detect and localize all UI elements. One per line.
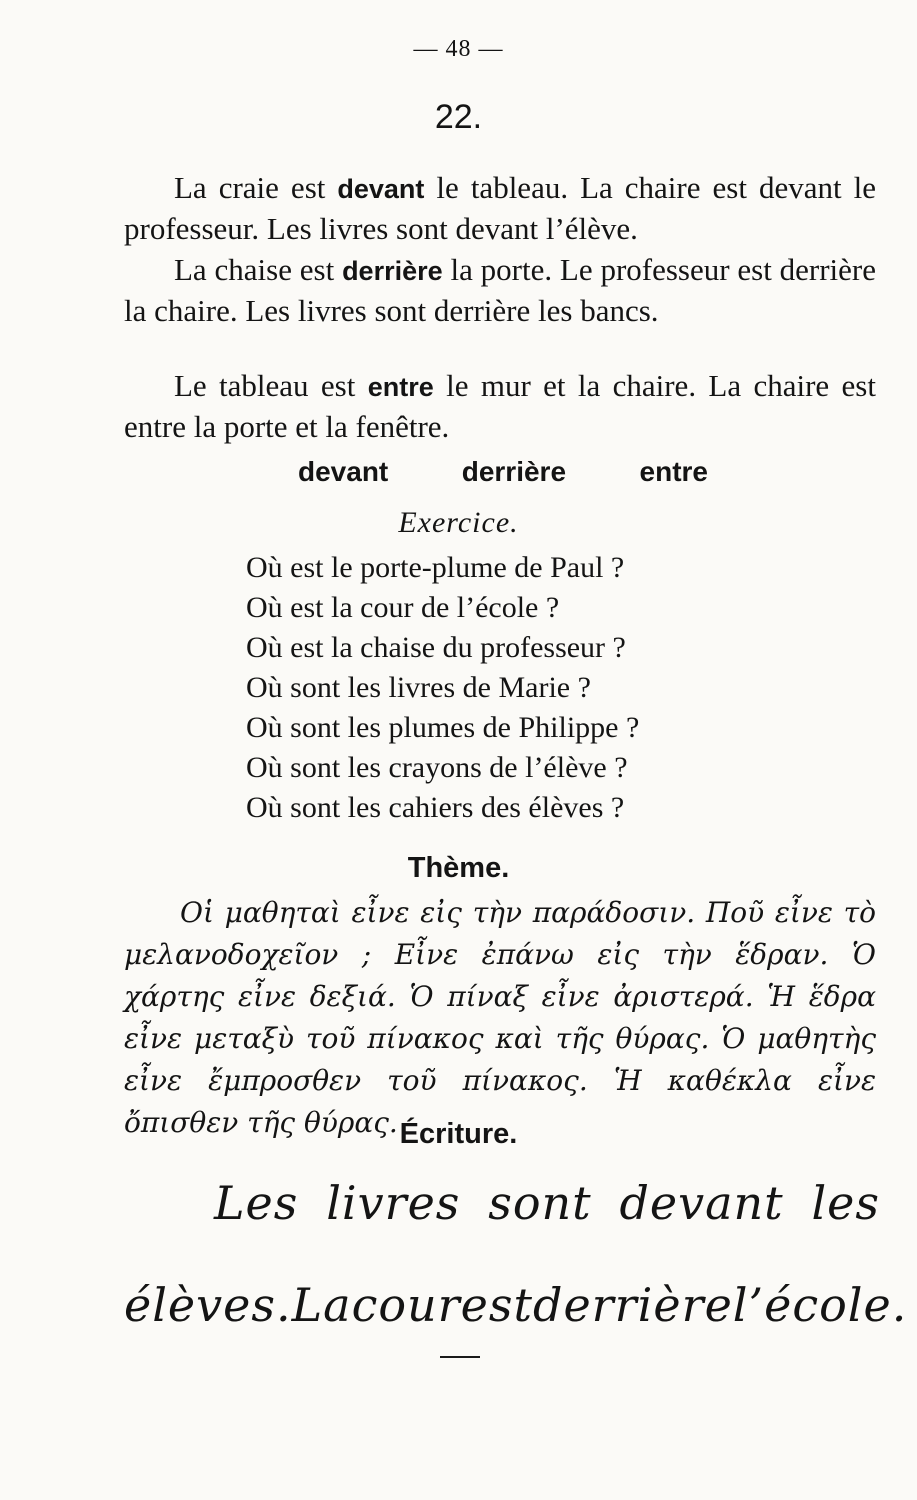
vocabulary-list <box>298 456 708 488</box>
question-item: Où sont les crayons de l’élève ? <box>246 751 628 784</box>
closing-rule <box>440 1356 480 1358</box>
question-item: Où est la chaise du professeur ? <box>246 631 626 664</box>
vocab-word: devant <box>298 456 389 487</box>
exercise-title: Exercice. <box>398 506 519 539</box>
script-word: devant <box>619 1176 784 1230</box>
lesson-number: 22. <box>434 98 483 136</box>
exercise-questions <box>246 548 639 828</box>
theme-greek-text: Οἱ μαθηταὶ εἶνε εἰς τὴν παράδοσιν. Ποῦ εἶνε τὸ μελανοδοχεῖον ; Εἶνε ἐπάνω εἰς τὴν ἕδραν. Ὁ χάρτης εἶνε δεξιά. Ὁ πίναξ εἶνε ἀριστερά. Ἡ ἕδρα εἶνε μεταξὺ τοῦ πίνακος καὶ τῆς θύρας. Ὁ μαθητὴς εἶνε ἔμπροσθεν τοῦ πίνακος. Ἡ καθέκλα εἶνε ὄπισθεν τῆς θύρας. <box>124 896 876 1139</box>
paragraph-derriere: La chaise est derrière la porte. Le professeur est derrière la chaire. Les livres sont derrière les bancs. <box>124 252 876 328</box>
question-item: Où sont les plumes de Philippe ? <box>246 711 640 744</box>
theme-title: Thème. <box>407 852 510 884</box>
script-word: est <box>460 1278 533 1332</box>
question-item: Où est la cour de l’école ? <box>246 591 560 624</box>
script-word: derrière <box>533 1278 733 1332</box>
handwriting-line-2 <box>124 1278 908 1332</box>
script-word: les <box>811 1176 880 1230</box>
script-word: sont <box>488 1176 592 1230</box>
script-word: l’école. <box>732 1278 908 1332</box>
keyword-entre: entre <box>367 372 434 402</box>
vocab-word: entre <box>639 456 708 487</box>
script-word: La <box>291 1278 352 1332</box>
ecriture-title: Écriture. <box>399 1118 518 1150</box>
script-word: élèves. <box>124 1278 292 1332</box>
page-number: — 48 — <box>413 36 504 62</box>
paragraph-devant: La craie est devant le tableau. La chaire est devant le professeur. Les livres sont devant l’élève. <box>124 170 876 246</box>
keyword-devant: devant <box>337 174 425 204</box>
handwriting-line-1 <box>124 1176 880 1230</box>
keyword-derriere: derrière <box>342 256 443 286</box>
script-word: livres <box>326 1176 461 1230</box>
question-item: Où est le porte-plume de Paul ? <box>246 551 625 584</box>
question-item: Où sont les cahiers des élèves ? <box>246 791 625 824</box>
script-word: cour <box>351 1278 461 1332</box>
question-item: Où sont les livres de Marie ? <box>246 671 591 704</box>
script-word: Les <box>214 1176 299 1230</box>
vocab-word: derrière <box>461 456 567 487</box>
paragraph-entre: Le tableau est entre le mur et la chaire. La chaire est entre la porte et la fenêtre. <box>124 368 876 444</box>
